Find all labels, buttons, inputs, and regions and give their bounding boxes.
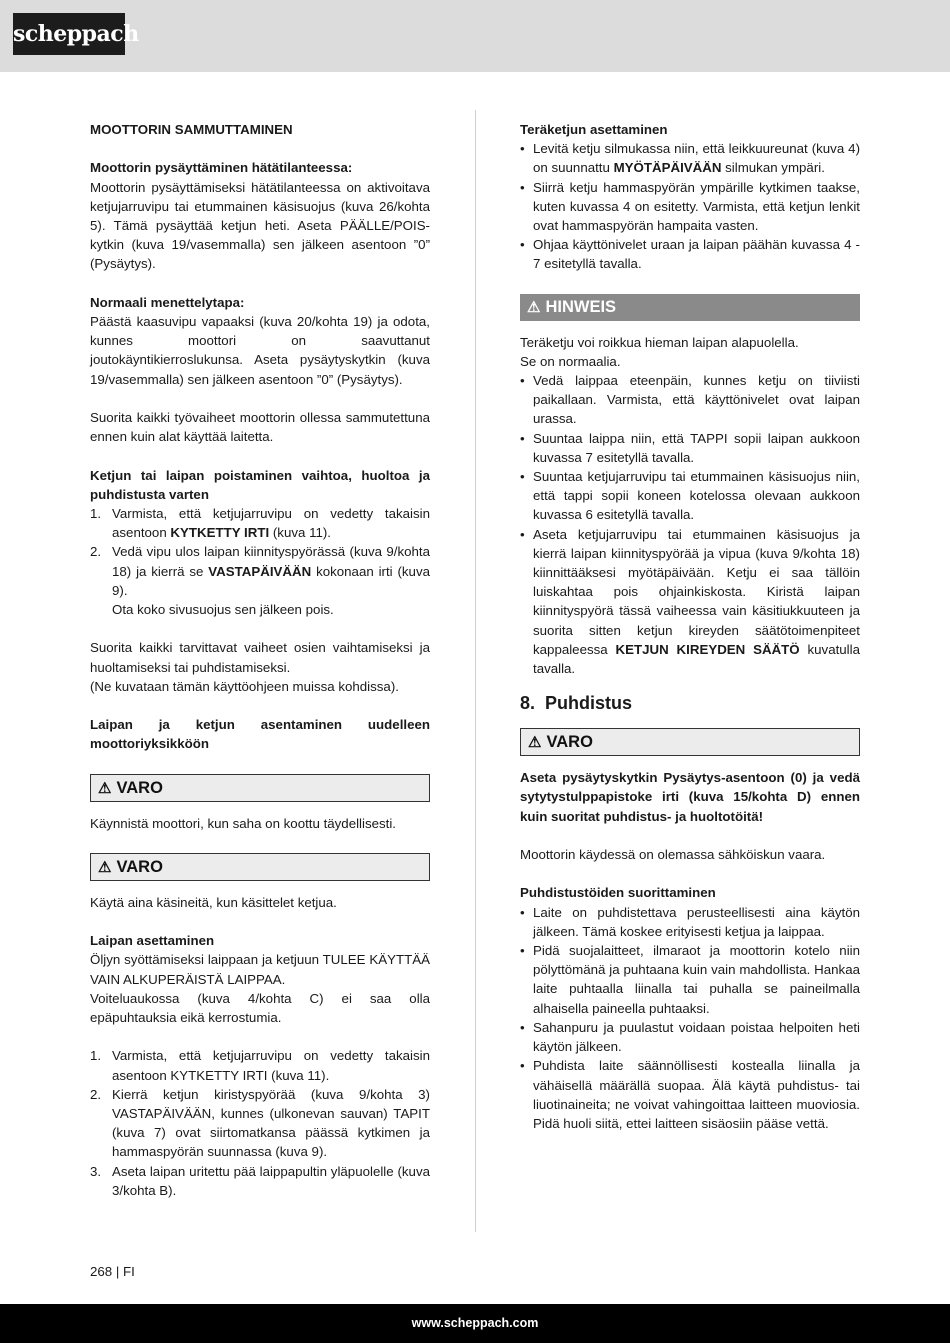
left-column — [90, 120, 430, 1200]
maintenance-note: (Ne kuvataan tämän käyttöohjeen muissa kohdissa). — [90, 678, 399, 694]
warning-icon: ⚠ — [98, 779, 112, 797]
list-item: • Suuntaa ketjujarruvipu tai etummainen käsisuojus niin, että tappi sopii koneen kotelossa olevaan aukkoon kuvassa 6 esitetyllä tavalla. — [520, 469, 860, 523]
varo-box: ⚠ VARO — [520, 728, 860, 756]
list-item: • Suuntaa laippa niin, että TAPPI sopii laipan aukkoon kuvassa 7 esitetyllä tavalla. — [520, 430, 860, 465]
list-item: • Sahanpuru ja puulastut voidaan poistaa helpoiten heti käytön jälkeen. — [520, 1019, 860, 1055]
list-item: • Laite on puhdistettava perusteellisesti aina käytön jälkeen. Tämä koskee erityisesti ketjua ja laippaa. — [520, 904, 860, 939]
list-item: • Aseta ketjujarruvipu tai etummainen käsisuojus ja kierrä laipan kiinnityspyörää ja vipua (kuva 9/kohta 18) kiinnittääksesi myötäpäivään. Ketju ei saa tällöin luiskahtaa pois ohjainkiskosta. Kiristä laipan kiinnityspyörä tässä vaiheessa vain käsitiukkuuteen ja suorita sitten ketjun kireyden säätötoimenpiteet kappaleessa KETJUN KIREYDEN SÄÄTÖ kuvatulla tavalla. — [520, 526, 860, 677]
list-item: • Vedä laippaa eteenpäin, kunnes ketju on tiiviisti paikallaan. Varmista, että käyttönivelet ovat laipan urassa. — [520, 373, 860, 427]
shock-text: Moottorin käydessä on olemassa sähköiskun vaara. — [520, 847, 826, 863]
hinweis-text: Teräketju voi roikkua hieman laipan alapuolella. — [520, 334, 799, 350]
list-item: • Levitä ketju silmukassa niin, että leikkuureunat (kuva 4) on suunnattu MYÖTÄPÄIVÄÄN silmukan ympäri. — [520, 141, 860, 176]
hinweis-text: Se on normaalia. — [520, 353, 621, 369]
list-item: 1. Varmista, että ketjujarruvipu on vedetty takaisin asentoon KYTKETTY IRTI (kuva 11). — [90, 506, 430, 541]
varo-text: Käytä aina käsineitä, kun käsittelet ketjua. — [90, 894, 337, 910]
emergency-heading: Moottorin pysäyttäminen hätätilanteessa: — [90, 160, 353, 176]
warning-icon: ⚠ — [98, 858, 112, 876]
varo-box: ⚠ VARO — [90, 774, 430, 802]
list-item: • Siirrä ketju hammaspyörän ympärille kytkimen taakse, kuten kuvassa 4 on esitetty. Varmista, että ketjun lenkit ovat hammaspyörän hampaita vasten. — [520, 179, 860, 234]
bar-steps — [90, 1046, 430, 1200]
list-item: 3. Aseta laipan uritettu pää laippapultin yläpuolelle (kuva 3/kohta B). — [90, 1163, 430, 1198]
warning-icon: ⚠ — [527, 298, 541, 316]
right-column — [520, 120, 860, 1133]
list-item: • Pidä suojalaitteet, ilmaraot ja moottorin kotelo niin pölyttömänä ja puhtaana kuin vain mahdollista. Hankaa laite puhtaalla liinalla tai puhalla se paineilmalla alhaisella paineella puhtaaksi. — [520, 943, 860, 1016]
list-item: 2. Vedä vipu ulos laipan kiinnityspyörässä (kuva 9/kohta 18) ja kierrä se VASTAPÄIVÄÄN kokonaan irti (kuva 9). Ota koko sivusuojus sen jälkeen pois. — [90, 544, 430, 618]
cleaning-heading: Puhdistustöiden suorittaminen — [520, 885, 716, 901]
chain-bullets — [520, 139, 860, 273]
reassembly-heading: Laipan ja ketjun asentaminen uudelleen moottoriyksikköön — [90, 717, 430, 752]
list-item: 1. Varmista, että ketjujarruvipu on vedetty takaisin asentoon KYTKETTY IRTI (kuva 11). — [90, 1048, 430, 1083]
removal-heading: Ketjun tai laipan poistaminen vaihtoa, huoltoa ja puhdistusta varten — [90, 467, 430, 502]
list-item: • Puhdista laite säännöllisesti kostealla liinalla ja vähäisellä määrällä suopaa. Älä käytä puhdistus- tai liuotinaineita; ne voivat vahingoittaa laitteen muoviosia. Pidä huoli siitä, ettei laitteen sisäosiin pääse vettä. — [520, 1058, 860, 1131]
warning-icon: ⚠ — [528, 734, 542, 752]
brand-logo: scheppach — [13, 13, 125, 55]
page-number: 268 | FI — [90, 1264, 135, 1279]
bar-text: Öljyn syöttämiseksi laippaan ja ketjuun TULEE KÄYTTÄÄ VAIN ALKUPERÄISTÄ LAIPPAA. — [90, 952, 430, 987]
normal-text: Päästä kaasuvipu vapaaksi (kuva 20/kohta 19) ja odota, kunnes moottori on saavuttanut joutokäyntikierroslukunsa. Aseta pysäytyskytkin (kuva 19/vasemmalla) sen jälkeen asentoon ”0” (Pysäytys). — [90, 314, 430, 387]
varo-box: ⚠ VARO — [90, 853, 430, 881]
hinweis-box: ⚠ HINWEIS — [520, 294, 860, 321]
footer-bar — [0, 1304, 950, 1343]
emergency-text: Moottorin pysäyttämiseksi hätätilanteessa on aktivoitava ketjujarruvipu tai etummainen käsisuojus (kuva 26/kohta 5). Tämä pysäyttää ketjun heti. Aseta PÄÄLLE/POIS-kytkin (kuva 19/vasemmalla) sen jälkeen asentoon ”0” (Pysäytys). — [90, 179, 430, 272]
varo-text: Käynnistä moottori, kun saha on koottu täydellisesti. — [90, 815, 396, 831]
hinweis-bullets — [520, 371, 860, 678]
website-link[interactable]: www.scheppach.com — [411, 1316, 539, 1330]
normal-heading: Normaali menettelytapa: — [90, 294, 245, 310]
list-item: • Ohjaa käyttönivelet uraan ja laipan päähän kuvassa 4 - 7 esitetyllä tavalla. — [520, 237, 860, 272]
bar-heading: Laipan asettaminen — [90, 933, 215, 949]
chain-heading: Teräketjun asettaminen — [520, 122, 668, 137]
column-divider — [475, 110, 476, 1232]
list-item: 2. Kierrä ketjun kiristyspyörää (kuva 9/kohta 3) VASTAPÄIVÄÄN, kunnes (ulkonevan sauvan) TAPIT (kuva 7) ovat siirtomatkansa päässä kytkimen ja hammaspyörän suunnassa (kuva 9). — [90, 1086, 430, 1160]
removal-steps — [90, 504, 430, 619]
bar-text: Voiteluaukossa (kuva 4/kohta C) ei saa olla epäpuhtauksia eikä kerrostumia. — [90, 990, 430, 1026]
maintenance-text: Suorita kaikki tarvittavat vaiheet osien vaihtamiseksi ja huoltamiseksi tai puhdistamiseksi. — [90, 640, 430, 675]
cleaning-bullets — [520, 903, 860, 1133]
all-work-text: Suorita kaikki työvaiheet moottorin ollessa sammutettuna ennen kuin alat käyttää laitetta. — [90, 410, 430, 445]
varo-text: Aseta pysäytyskytkin Pysäytys-asentoon (0) ja vedä sytytystulppapistoke irti (kuva 15/kohta D) ennen kuin suoritat puhdistus- ja huoltotöitä! — [520, 770, 860, 824]
section-title: MOOTTORIN SAMMUTTAMINEN — [90, 122, 293, 137]
header-bar — [0, 0, 950, 72]
section-heading: 8. Puhdistus — [520, 693, 633, 714]
